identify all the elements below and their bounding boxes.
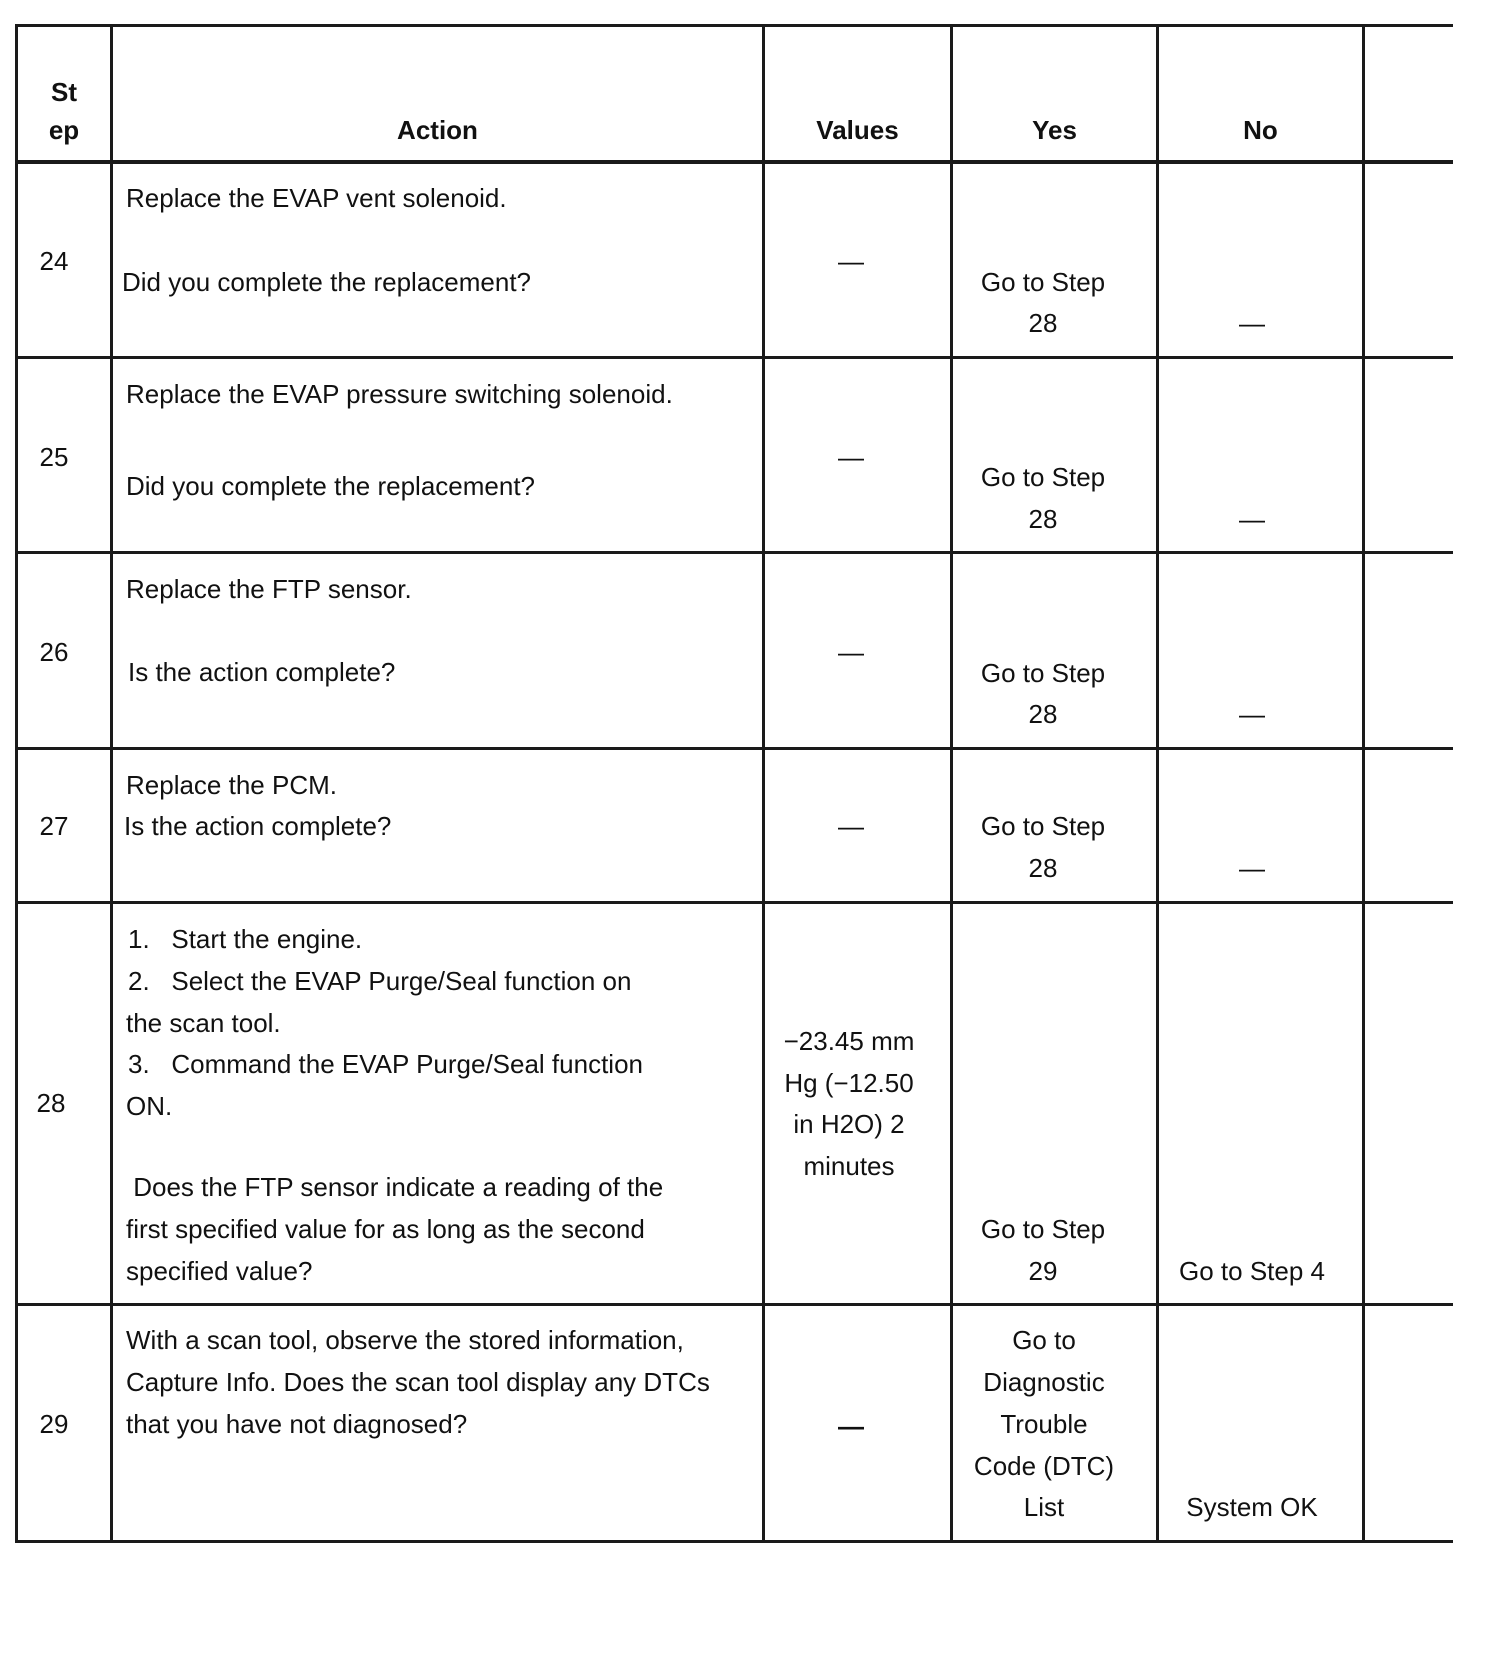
yes-cell-line2: 28 <box>1028 699 1058 729</box>
column-divider <box>110 24 113 1543</box>
values-line: minutes <box>803 1151 895 1181</box>
action-line: 1. Start the engine. <box>128 924 363 954</box>
yes-cell-line: Trouble <box>1000 1409 1088 1439</box>
yes-cell-line2: 28 <box>1028 853 1058 883</box>
header-divider <box>15 160 1453 164</box>
values-line: Hg (−12.50 <box>784 1068 914 1098</box>
header-yes: Yes <box>1032 115 1077 145</box>
step-number: 25 <box>39 442 69 472</box>
values-line: in H2O) 2 <box>793 1109 905 1139</box>
values-cell: — <box>838 1411 864 1441</box>
action-line: With a scan tool, observe the stored information, <box>126 1325 684 1355</box>
diagnostic-table <box>15 24 1453 1645</box>
action-text: Replace the PCM. <box>126 770 337 800</box>
action-text: Replace the FTP sensor. <box>126 574 412 604</box>
column-divider <box>950 24 953 1543</box>
yes-cell-line: Diagnostic <box>983 1367 1105 1397</box>
header-step-line2: ep <box>48 115 80 145</box>
yes-cell-line: Go to <box>1012 1325 1076 1355</box>
action-line: that you have not diagnosed? <box>126 1409 468 1439</box>
table-border-bottom <box>15 1540 1453 1543</box>
step-number: 24 <box>39 246 69 276</box>
no-cell: Go to Step 4 <box>1179 1256 1325 1286</box>
header-action: Action <box>397 115 478 145</box>
yes-cell-line2: 28 <box>1028 308 1058 338</box>
header-values: Values <box>816 115 899 145</box>
action-line: Capture Info. Does the scan tool display any DTCs <box>126 1367 710 1397</box>
step-number: 26 <box>39 637 69 667</box>
values-cell: — <box>838 442 864 472</box>
no-cell: — <box>1239 853 1265 883</box>
values-cell: — <box>838 246 864 276</box>
no-cell: — <box>1239 308 1265 338</box>
action-line: 3. Command the EVAP Purge/Seal function <box>128 1049 643 1079</box>
yes-cell-line1: Go to Step <box>980 1214 1106 1244</box>
action-text: Replace the EVAP pressure switching solenoid. <box>126 379 673 409</box>
yes-cell-line1: Go to Step <box>980 811 1106 841</box>
row-divider <box>15 747 1453 750</box>
values-cell: — <box>838 811 864 841</box>
action-question: Is the action complete? <box>124 811 392 841</box>
action-line: Does the FTP sensor indicate a reading of the <box>126 1172 664 1202</box>
row-divider <box>15 1303 1453 1306</box>
no-cell: System OK <box>1186 1492 1318 1522</box>
yes-cell-line1: Go to Step <box>980 462 1106 492</box>
action-line: first specified value for as long as the second <box>126 1214 645 1244</box>
yes-cell-line2: 29 <box>1028 1256 1058 1286</box>
action-line: specified value? <box>126 1256 313 1286</box>
step-number: 28 <box>36 1088 66 1118</box>
row-divider <box>15 901 1453 904</box>
action-question: Did you complete the replacement? <box>126 471 536 501</box>
action-question: Is the action complete? <box>128 657 396 687</box>
header-step-line1: St <box>51 77 77 107</box>
row-divider <box>15 356 1453 359</box>
yes-cell-line: Code (DTC) <box>973 1451 1115 1481</box>
yes-cell-line: List <box>1023 1492 1065 1522</box>
no-cell: — <box>1239 699 1265 729</box>
action-line: the scan tool. <box>126 1008 281 1038</box>
row-divider <box>15 551 1453 554</box>
step-number: 29 <box>39 1409 69 1439</box>
column-border-right <box>1362 24 1365 1543</box>
yes-cell-line1: Go to Step <box>980 658 1106 688</box>
yes-cell-line1: Go to Step <box>980 267 1106 297</box>
action-question: Did you complete the replacement? <box>122 267 532 297</box>
action-line: ON. <box>126 1091 173 1121</box>
yes-cell-line2: 28 <box>1028 504 1058 534</box>
table-border-top <box>15 24 1453 27</box>
step-number: 27 <box>39 811 69 841</box>
column-divider <box>1156 24 1159 1543</box>
action-line: 2. Select the EVAP Purge/Seal function on <box>128 966 632 996</box>
values-cell: — <box>838 637 864 667</box>
no-cell: — <box>1239 504 1265 534</box>
header-no: No <box>1243 115 1278 145</box>
values-line: −23.45 mm <box>783 1026 915 1056</box>
action-text: Replace the EVAP vent solenoid. <box>126 183 507 213</box>
